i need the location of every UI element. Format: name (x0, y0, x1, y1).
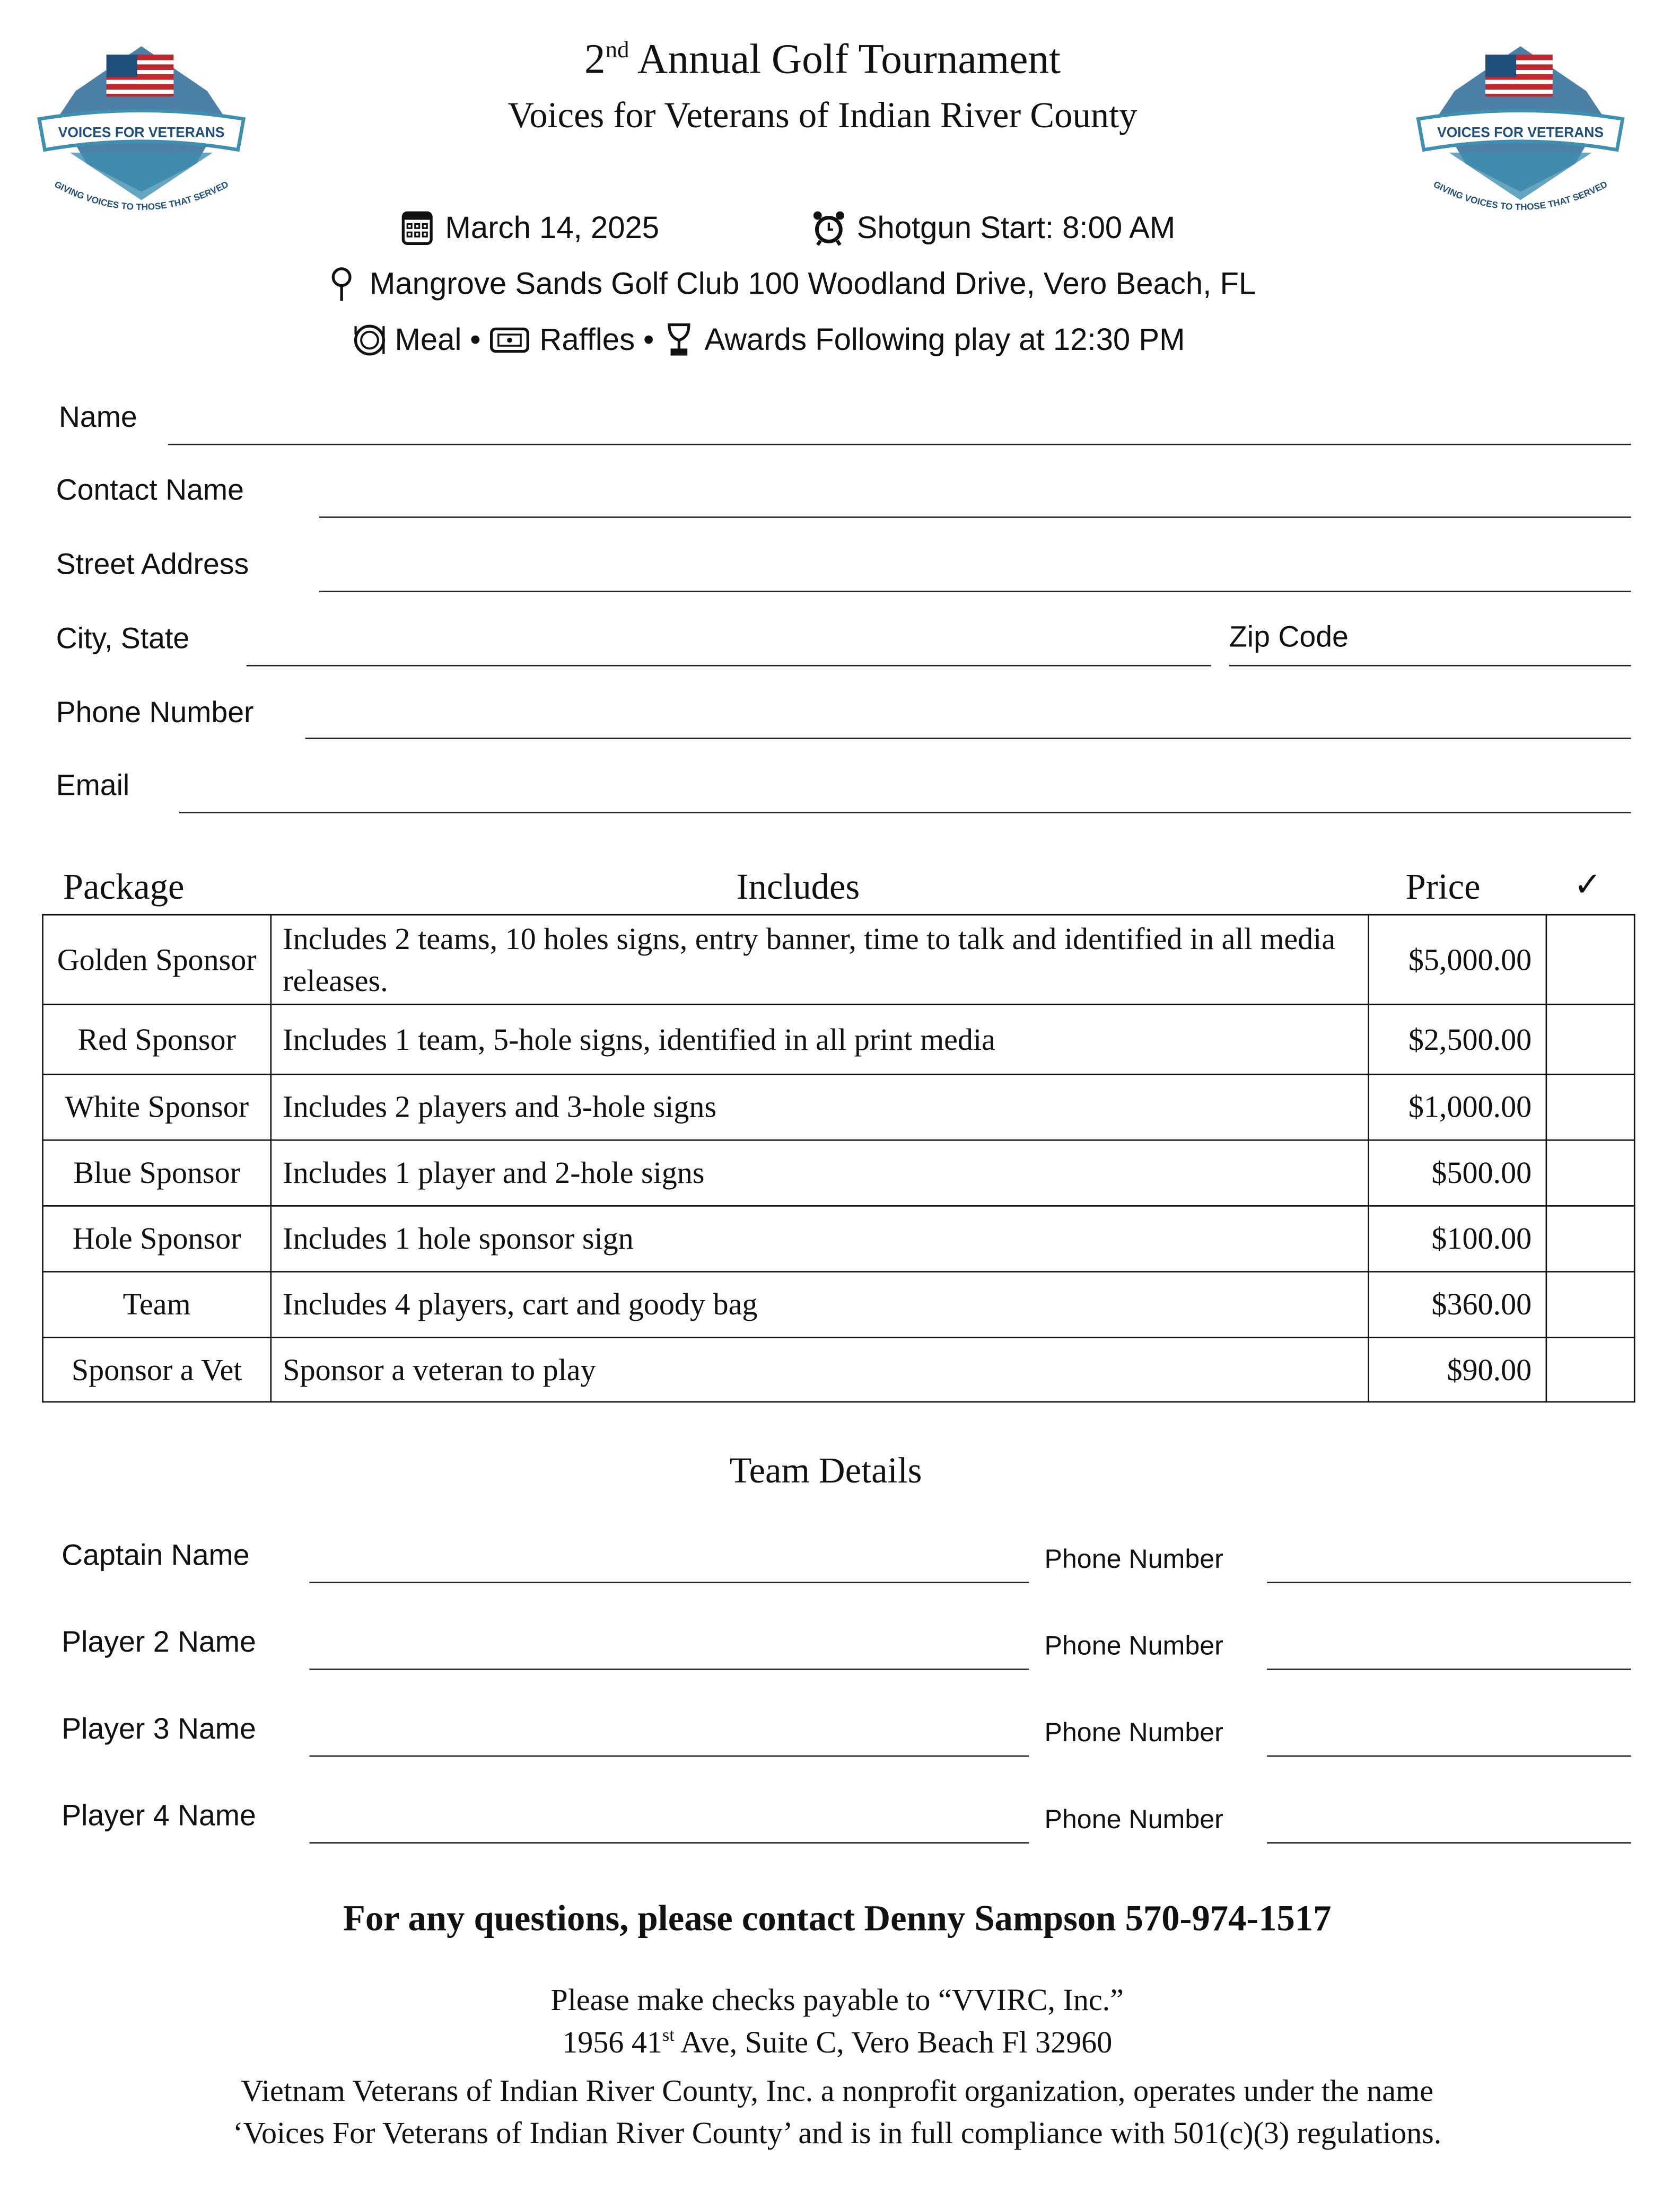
contact-name-label: Contact Name (56, 474, 244, 507)
package-select-checkbox[interactable] (1546, 915, 1634, 1004)
package-select-checkbox[interactable] (1546, 1074, 1634, 1140)
city-state-label: City, State (56, 622, 190, 655)
team-details-heading: Team Details (729, 1450, 922, 1491)
svg-text:GIVING VOICES TO THOSE THAT SE: GIVING VOICES TO THOSE THAT SERVED (52, 179, 230, 213)
package-price: $100.00 (1369, 1206, 1546, 1271)
event-amenities (353, 322, 1185, 358)
contact-name-field[interactable] (319, 516, 1631, 518)
svg-text:VOICES FOR VETERANS: VOICES FOR VETERANS (1437, 124, 1604, 141)
name-label: Name (58, 401, 137, 434)
phone-number-field[interactable] (305, 738, 1631, 739)
meal-text: Meal (395, 322, 462, 357)
event-start-time (812, 210, 1175, 247)
player-phone-field[interactable] (1267, 1582, 1631, 1583)
package-name: Golden Sponsor (43, 915, 271, 1004)
address-number: 1956 41 (562, 2024, 662, 2060)
package-price: $5,000.00 (1369, 915, 1546, 1004)
player-name-field[interactable] (309, 1582, 1029, 1583)
player-phone-field[interactable] (1267, 1669, 1631, 1670)
title-ordinal: 2 (584, 36, 606, 83)
trophy-icon (662, 322, 696, 358)
package-row (43, 1004, 1635, 1074)
package-row (43, 1206, 1635, 1271)
package-name: Hole Sponsor (43, 1206, 271, 1271)
package-price: $500.00 (1369, 1140, 1546, 1206)
zip-code-label: Zip Code (1229, 621, 1349, 654)
city-state-field[interactable] (247, 665, 1211, 666)
package-name: Team (43, 1271, 271, 1337)
player-name-label: Player 4 Name (62, 1800, 256, 1832)
street-address-field[interactable] (319, 591, 1631, 592)
package-name: Sponsor a Vet (43, 1338, 271, 1402)
event-date-text: March 14, 2025 (445, 210, 660, 245)
package-row (43, 1074, 1635, 1140)
player-phone-field[interactable] (1267, 1756, 1631, 1757)
package-includes: Includes 2 players and 3-hole signs (271, 1074, 1369, 1140)
package-select-checkbox[interactable] (1546, 1140, 1634, 1206)
package-row (43, 915, 1635, 1004)
package-row (43, 1271, 1635, 1337)
package-price: $90.00 (1369, 1338, 1546, 1402)
phone-number-label: Phone Number (56, 697, 254, 730)
package-row (43, 1140, 1635, 1206)
package-select-checkbox[interactable] (1546, 1004, 1634, 1074)
package-select-checkbox[interactable] (1546, 1271, 1634, 1337)
player-phone-field[interactable] (1267, 1842, 1631, 1844)
price-column-header: Price (1405, 866, 1481, 907)
player-name-label: Player 3 Name (62, 1713, 256, 1746)
package-select-checkbox[interactable] (1546, 1338, 1634, 1402)
package-price: $360.00 (1369, 1271, 1546, 1337)
package-row (43, 1338, 1635, 1402)
player-phone-label: Phone Number (1044, 1805, 1223, 1836)
title-text: Annual Golf Tournament (637, 36, 1061, 83)
package-name: Blue Sponsor (43, 1140, 271, 1206)
email-field[interactable] (179, 812, 1631, 813)
map-pin-icon (325, 266, 358, 303)
raffles-text: Raffles (539, 322, 635, 357)
player-phone-label: Phone Number (1044, 1632, 1223, 1662)
zip-code-field[interactable] (1229, 665, 1631, 666)
event-date (400, 210, 659, 247)
package-includes: Includes 1 player and 2-hole signs (271, 1140, 1369, 1206)
bullet-separator: • (643, 322, 654, 357)
sponsorship-packages-table (42, 914, 1635, 1402)
event-location (325, 266, 1256, 303)
package-includes: Includes 2 teams, 10 holes signs, entry banner, time to talk and identified in all media releases. (271, 915, 1369, 1004)
player-phone-label: Phone Number (1044, 1718, 1223, 1749)
svg-text:VOICES FOR VETERANS: VOICES FOR VETERANS (58, 124, 225, 141)
package-includes: Includes 4 players, cart and goody bag (271, 1271, 1369, 1337)
package-price: $2,500.00 (1369, 1004, 1546, 1074)
player-name-field[interactable] (309, 1669, 1029, 1670)
player-phone-label: Phone Number (1044, 1545, 1223, 1575)
package-includes: Includes 1 hole sponsor sign (271, 1206, 1369, 1271)
check-column-header: ✓ (1573, 866, 1602, 905)
street-address-label: Street Address (56, 548, 249, 581)
player-name-label: Player 2 Name (62, 1626, 256, 1659)
player-name-label: Captain Name (62, 1540, 250, 1572)
title-ordinal-suffix: nd (605, 36, 629, 63)
alarm-clock-icon (812, 210, 845, 247)
name-field[interactable] (168, 444, 1631, 445)
package-includes: Sponsor a veteran to play (271, 1338, 1369, 1402)
event-location-text: Mangrove Sands Golf Club 100 Woodland Drive, Vero Beach, FL (369, 266, 1256, 301)
calendar-icon (400, 210, 434, 247)
svg-text:GIVING VOICES TO THOSE THAT SE: GIVING VOICES TO THOSE THAT SERVED (1431, 179, 1609, 213)
mailing-address (0, 2024, 1674, 2061)
package-select-checkbox[interactable] (1546, 1206, 1634, 1271)
page-title (0, 37, 1645, 84)
checks-payable-note: Please make checks payable to “VVIRC, Inc.” (550, 1982, 1124, 2017)
email-label: Email (56, 770, 130, 802)
package-price: $1,000.00 (1369, 1074, 1546, 1140)
contact-info: For any questions, please contact Denny Sampson 570-974-1517 (343, 1898, 1332, 1939)
player-name-field[interactable] (309, 1756, 1029, 1757)
package-includes: Includes 1 team, 5-hole signs, identified in all print media (271, 1004, 1369, 1074)
address-suffix: st (662, 2024, 675, 2046)
package-name: White Sponsor (43, 1074, 271, 1140)
package-name: Red Sponsor (43, 1004, 271, 1074)
awards-text: Awards Following play at 12:30 PM (704, 322, 1185, 357)
nonprofit-statement-line-2: ‘Voices For Veterans of Indian River County’ and is in full compliance with 501(c)(3) regulations. (233, 2115, 1442, 2151)
event-start-text: Shotgun Start: 8:00 AM (856, 210, 1176, 245)
plate-icon (353, 322, 386, 358)
includes-column-header: Includes (736, 866, 860, 907)
bullet-separator: • (470, 322, 481, 357)
page-subtitle: Voices for Veterans of Indian River County (508, 95, 1138, 136)
address-rest: Ave, Suite C, Vero Beach Fl 32960 (674, 2024, 1113, 2060)
player-name-field[interactable] (309, 1842, 1029, 1844)
nonprofit-statement-line-1: Vietnam Veterans of Indian River County, Inc. a nonprofit organization, operates under the name (241, 2073, 1434, 2108)
ticket-icon (489, 322, 531, 358)
package-column-header: Package (63, 866, 185, 907)
